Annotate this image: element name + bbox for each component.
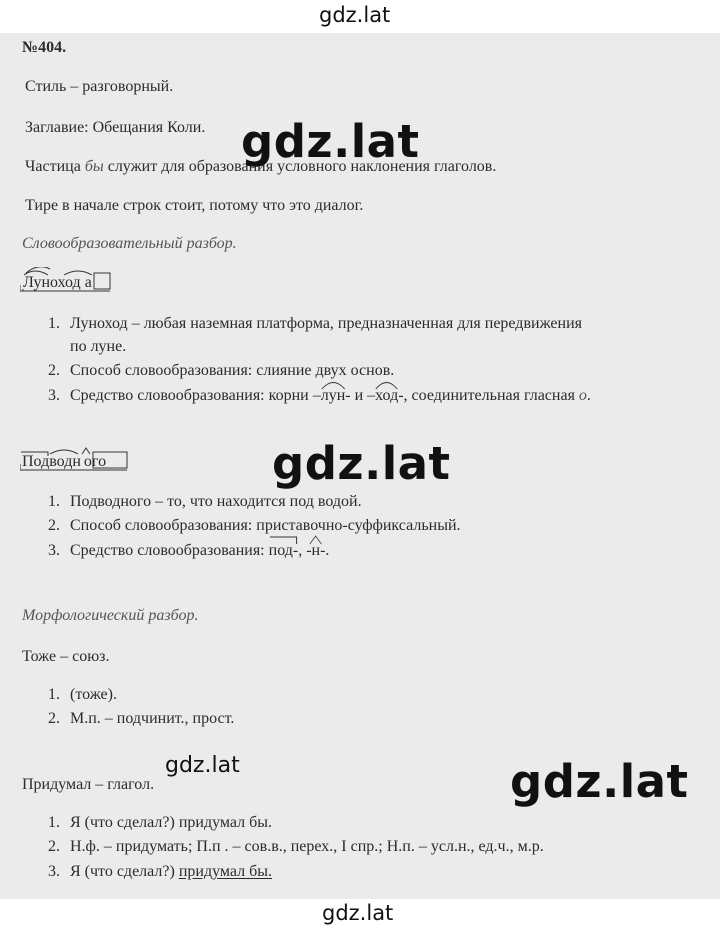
item-number: 3. <box>48 542 60 559</box>
word1-part1: Лун <box>23 274 51 291</box>
dash-line: Тире в начале строк стоит, потому что это диалог. <box>25 197 364 214</box>
word1-item3 <box>48 386 591 406</box>
word1-part4: а <box>84 274 92 291</box>
word2-part4: ого <box>83 453 107 470</box>
word2-part2: вод <box>49 453 73 470</box>
word1-item1-cont: по луне. <box>70 338 127 355</box>
item-text: Н.ф. – придумать; П.п . – сов.в., перех., I спр.; Н.п. – усл.н., ед.ч., м.р. <box>70 838 544 855</box>
scanned-page <box>0 33 720 899</box>
root-lun: лун <box>321 386 346 406</box>
item-number: 1. <box>48 686 60 703</box>
particle-pre: Частица <box>25 158 85 175</box>
watermark-top: gdz.lat <box>319 3 391 27</box>
particle-post: служит для образования условного наклонения глаголов. <box>103 158 497 175</box>
watermark-bottom: gdz.lat <box>322 901 394 925</box>
item-number: 1. <box>48 814 60 831</box>
item-number: 1. <box>48 315 60 332</box>
word1-part2: о <box>50 274 58 291</box>
item-text: (тоже). <box>70 686 117 703</box>
morphology-heading: Морфологический разбор. <box>22 607 199 624</box>
pridumal-title: Придумал – глагол. <box>22 776 155 793</box>
underlined-predicate: придумал бы. <box>178 863 272 880</box>
particle-word: бы <box>84 158 104 175</box>
item-text: М.п. – подчинит., прост. <box>70 710 235 727</box>
item-text: Подводного – то, что находится под водой. <box>70 493 362 510</box>
word1-analysis <box>20 273 92 293</box>
pridumal-item3 <box>48 862 272 882</box>
word2-item2 <box>48 516 461 536</box>
item-number: 3. <box>48 387 60 404</box>
word2-part1: Под <box>22 453 50 470</box>
watermark-mid1: gdz.lat <box>241 115 420 168</box>
toze-item1 <box>48 685 117 705</box>
exercise-number: №404. <box>22 39 67 56</box>
item-number: 2. <box>48 517 60 534</box>
item-text: Я (что сделал?) <box>70 863 179 880</box>
word2-item1 <box>48 492 362 512</box>
watermark-big: gdz.lat <box>510 755 689 808</box>
title-line: Заглавие: Обещания Коли. <box>25 119 206 136</box>
toze-title: Тоже – союз. <box>22 648 110 665</box>
item-text: -, соединительная гласная <box>398 387 579 404</box>
word2-item3 <box>48 541 329 561</box>
item-text: Луноход – любая наземная платформа, предназначенная для передвижения <box>70 315 582 332</box>
style-line: Стиль – разговорный. <box>25 78 174 95</box>
toze-item2 <box>48 709 234 729</box>
word1-item2 <box>48 361 394 381</box>
item-number: 3. <box>48 863 60 880</box>
item-text: Я (что сделал?) придумал бы. <box>70 814 272 831</box>
item-text: , <box>298 542 307 559</box>
item-text: . <box>586 387 591 404</box>
watermark-small: gdz.lat <box>165 753 240 778</box>
suffix-n: -н- <box>306 541 325 561</box>
pridumal-item2 <box>48 837 544 857</box>
item-text: Средство словообразования: <box>70 542 269 559</box>
watermark-mid2: gdz.lat <box>272 437 451 490</box>
word1-item1 <box>48 314 582 334</box>
word2-part3: н <box>72 453 81 470</box>
item-text: Способ словообразования: приставочно-суффиксальный. <box>70 517 461 534</box>
item-number: 2. <box>48 838 60 855</box>
pridumal-item1 <box>48 813 272 833</box>
item-text: Способ словообразования: слияние двух основ. <box>70 362 395 379</box>
word2-analysis <box>20 452 107 472</box>
connecting-vowel: о <box>578 387 587 404</box>
prefix-pod: под- <box>269 541 299 561</box>
word-formation-heading: Словообразовательный разбор. <box>22 235 237 252</box>
item-number: 2. <box>48 362 60 379</box>
item-text: Средство словообразования: корни – <box>70 387 321 404</box>
word1-part3: ход <box>57 274 81 291</box>
item-text: - и – <box>345 387 376 404</box>
root-hod: ход <box>375 386 398 406</box>
item-number: 1. <box>48 493 60 510</box>
item-text: . <box>325 542 330 559</box>
item-number: 2. <box>48 710 60 727</box>
